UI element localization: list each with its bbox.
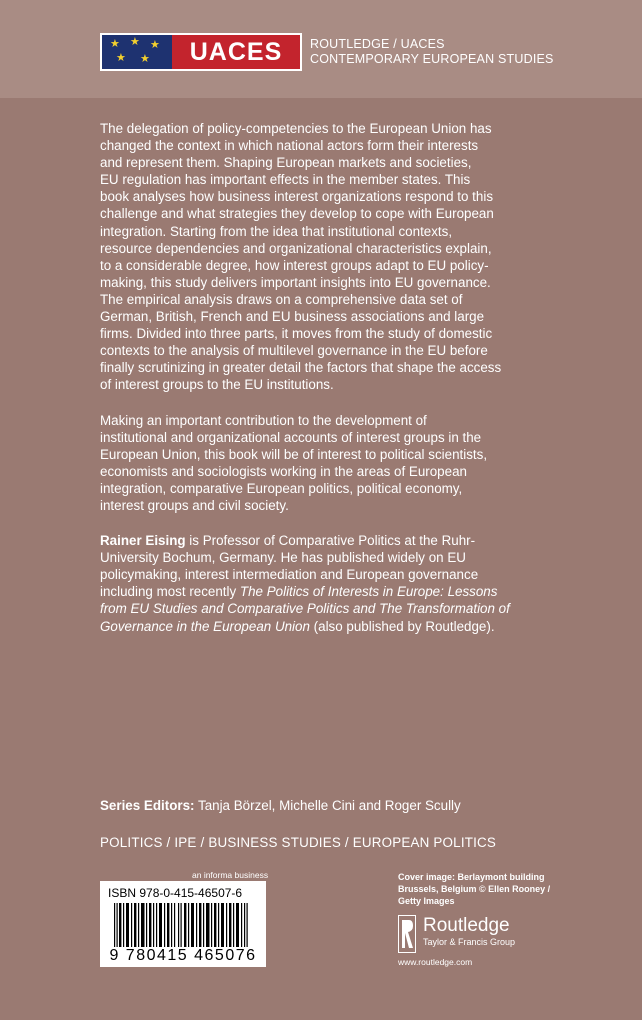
routledge-mark-icon — [398, 915, 416, 953]
barcode-digits: 9 780415 465076 — [109, 947, 257, 964]
informa-tagline: an informa business — [192, 870, 269, 880]
routledge-logo — [398, 915, 515, 953]
publisher-website: www.routledge.com — [398, 957, 473, 967]
logo-text: UACES — [172, 35, 300, 69]
publisher-name: Routledge — [423, 915, 510, 936]
back-cover-blurb — [100, 120, 520, 653]
header-band — [0, 0, 642, 98]
subject-categories: POLITICS / IPE / BUSINESS STUDIES / EUROPEAN POLITICS — [100, 835, 497, 850]
series-editors: Series Editors: Tanja Börzel, Michelle Cini and Roger Scully — [100, 798, 461, 813]
uaces-logo — [100, 33, 302, 71]
author-name: Rainer Eising — [100, 533, 186, 549]
eu-flag-icon: ★ ★ ★ ★ ★ — [102, 35, 172, 69]
cover-credit: Cover image: Berlaymont building Brussels, Belgium © Ellen Rooney / Getty Images — [398, 872, 551, 906]
paragraph-2: Making an important contribution to the development of institutional and organizational accounts of interest groups in the European Union, this book will be of interest to political scientists, economists and sociologists working in the areas of European integration, comparative European politics, political economy, interest groups and civil society. — [100, 412, 488, 513]
isbn-text: ISBN 978-0-415-46507-6 — [108, 886, 243, 900]
series-name: ROUTLEDGE / UACES CONTEMPORARY EUROPEAN STUDIES — [310, 37, 554, 66]
paragraph-1: The delegation of policy-competencies to the European Union has changed the context in which national actors form their interests and represent them. Shaping European markets and societies, EU regulation has important effects in the member states. This book analyses how business interest organizations respond to this challenge and what strategies they develop to cope with European integration. Starting from the idea that institutional contexts, resource dependencies and organizational characteristics explain, to a considerable degree, how interest groups adapt to EU policy- making, this study delivers important insights into EU governance. The empirical analysis draws on a comprehensive data set of German, British, French and EU business associations and large firms. Divided into three parts, it moves from the study of domestic contexts to the analysis of multilevel governance in the EU before finally scrutinizing in greater detail the factors that shape the access of interest groups to the EU institutions. — [100, 121, 502, 393]
publisher-group: Taylor & Francis Group — [423, 937, 516, 947]
author-bio: Rainer Eising is Professor of Comparative Politics at the Ruhr- University Bochum, Germany. He has published widely on EU policymaking, interest intermediation and European governance including most recently The Politics of Interests in Europe: Lessons from EU Studies and Comparative Politics and The Transformation of Governance in the European Union (also published by Routledge). — [100, 533, 510, 634]
isbn-barcode — [100, 881, 266, 967]
